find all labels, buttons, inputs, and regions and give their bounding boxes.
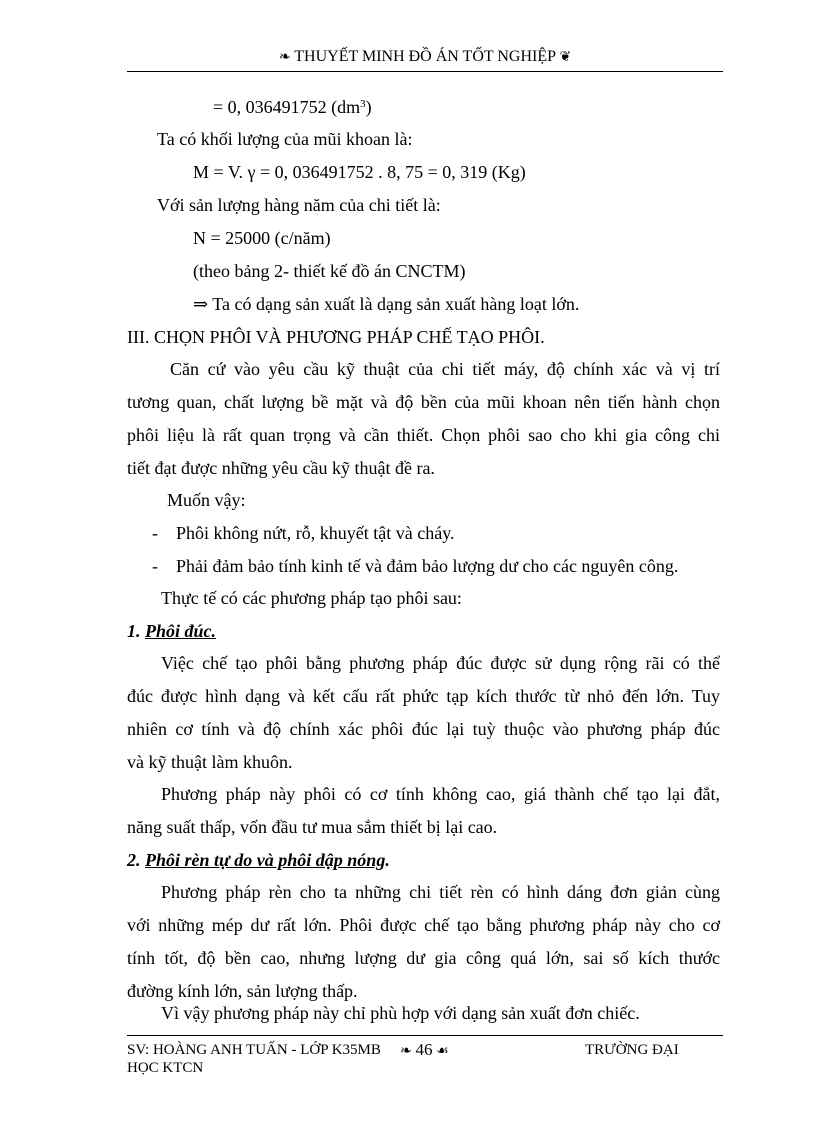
page-header bbox=[127, 48, 723, 70]
para1-line-1: Căn cứ vào yêu cầu kỹ thuật của chi tiết máy, độ chính xác và vị trí bbox=[170, 359, 720, 379]
volume-line bbox=[213, 96, 372, 118]
volume-value: = 0, 036491752 (dm bbox=[213, 97, 361, 117]
conclusion-text: Ta có dạng sản xuất là dạng sản xuất hàng loạt lớn. bbox=[212, 294, 580, 314]
footer-school-cont: HỌC KTCN bbox=[127, 1060, 204, 1076]
muon-vay: Muốn vậy: bbox=[167, 490, 246, 510]
bullet-mark: - bbox=[152, 556, 158, 576]
methods-intro: Thực tế có các phương pháp tạo phôi sau: bbox=[161, 588, 462, 608]
para4-line-2: với những mép dư rất lớn. Phôi được chế tạo bằng phương pháp này cho cơ bbox=[127, 915, 720, 935]
para3-line-2: năng suất thấp, vốn đầu tư mua sắm thiết bị lại cao. bbox=[127, 817, 498, 837]
para4-line-3: tính tốt, độ bền cao, nhưng lượng dư gia công quá lớn, sai số kích thước bbox=[127, 948, 720, 968]
heading-2-title: Phôi rèn tự do và phôi dập nóng bbox=[145, 850, 386, 870]
hand-pointing-right-icon: ❦ bbox=[559, 49, 572, 65]
para1-line-2: tương quan, chất lượng bề mặt và độ bền của mũi khoan nên tiến hành chọn bbox=[127, 392, 720, 412]
heading-2-period: . bbox=[385, 850, 390, 870]
bullet-item: Phôi không nứt, rỗ, khuyết tật và cháy. bbox=[176, 523, 455, 543]
footer-student: SV: HOÀNG ANH TUẤN - LỚP K35MB bbox=[127, 1042, 381, 1058]
output-value: N = 25000 (c/năm) bbox=[193, 228, 331, 248]
header-title: THUYẾT MINH ĐỒ ÁN TỐT NGHIỆP bbox=[294, 48, 556, 65]
flourish-right-icon: ☙ bbox=[436, 1043, 449, 1059]
heading-1-title: Phôi đúc. bbox=[145, 621, 217, 641]
header-rule bbox=[127, 71, 723, 72]
volume-close-paren: ) bbox=[365, 97, 372, 117]
para2-line-2: đúc được hình dạng và kết cấu rất phức tạp kích thước từ nhỏ đến lớn. Tuy bbox=[127, 686, 720, 706]
heading-2-number: 2. bbox=[127, 850, 145, 870]
footer-page-number bbox=[400, 1041, 449, 1060]
footer-rule bbox=[127, 1035, 723, 1036]
bullet-item: Phải đảm bảo tính kinh tế và đảm bảo lượng dư cho các nguyên công. bbox=[176, 556, 679, 576]
para4-line-4: đường kính lớn, sản lượng thấp. bbox=[127, 981, 358, 1001]
heading-1 bbox=[127, 620, 216, 642]
para2-line-3: nhiên cơ tính và độ chính xác phôi đúc lại tuỳ thuộc vào phương pháp đúc bbox=[127, 719, 720, 739]
implies-arrow-icon: ⇒ bbox=[193, 294, 209, 314]
para2-line-1: Việc chế tạo phôi bằng phương pháp đúc được sử dụng rộng rãi có thể bbox=[161, 653, 720, 673]
flourish-left-icon: ❧ bbox=[400, 1043, 412, 1059]
hand-pointing-icon: ❧ bbox=[278, 49, 291, 65]
para1-line-3: phôi liệu là rất quan trọng và cần thiết. Chọn phôi sao cho khi gia công chi bbox=[127, 425, 720, 445]
section-title: III. CHỌN PHÔI VÀ PHƯƠNG PHÁP CHẾ TẠO PHÔI. bbox=[127, 327, 545, 347]
mass-formula: M = V. γ = 0, 036491752 . 8, 75 = 0, 319 (Kg) bbox=[193, 162, 526, 182]
para5: Vì vậy phương pháp này chỉ phù hợp với dạng sản xuất đơn chiếc. bbox=[161, 1003, 640, 1023]
heading-1-number: 1. bbox=[127, 621, 145, 641]
para2-line-4: và kỹ thuật làm khuôn. bbox=[127, 752, 293, 772]
para4-line-1: Phương pháp rèn cho ta những chi tiết rèn có hình dáng đơn giản cùng bbox=[161, 882, 720, 902]
output-reference: (theo bảng 2- thiết kế đồ án CNCTM) bbox=[193, 261, 466, 281]
output-intro: Với sản lượng hàng năm của chi tiết là: bbox=[157, 195, 441, 215]
page-number: 46 bbox=[415, 1040, 433, 1059]
para3-line-1: Phương pháp này phôi có cơ tính không cao, giá thành chế tạo lại đắt, bbox=[161, 784, 720, 804]
heading-2 bbox=[127, 849, 390, 871]
footer-school: TRƯỜNG ĐẠI bbox=[585, 1042, 679, 1058]
para1-line-4: tiết đạt được những yêu cầu kỹ thuật đề ra. bbox=[127, 458, 435, 478]
bullet-mark: - bbox=[152, 523, 158, 543]
conclusion-line bbox=[193, 293, 579, 315]
mass-intro: Ta có khối lượng của mũi khoan là: bbox=[157, 129, 413, 149]
volume-unit-exponent: 3 bbox=[360, 98, 366, 110]
